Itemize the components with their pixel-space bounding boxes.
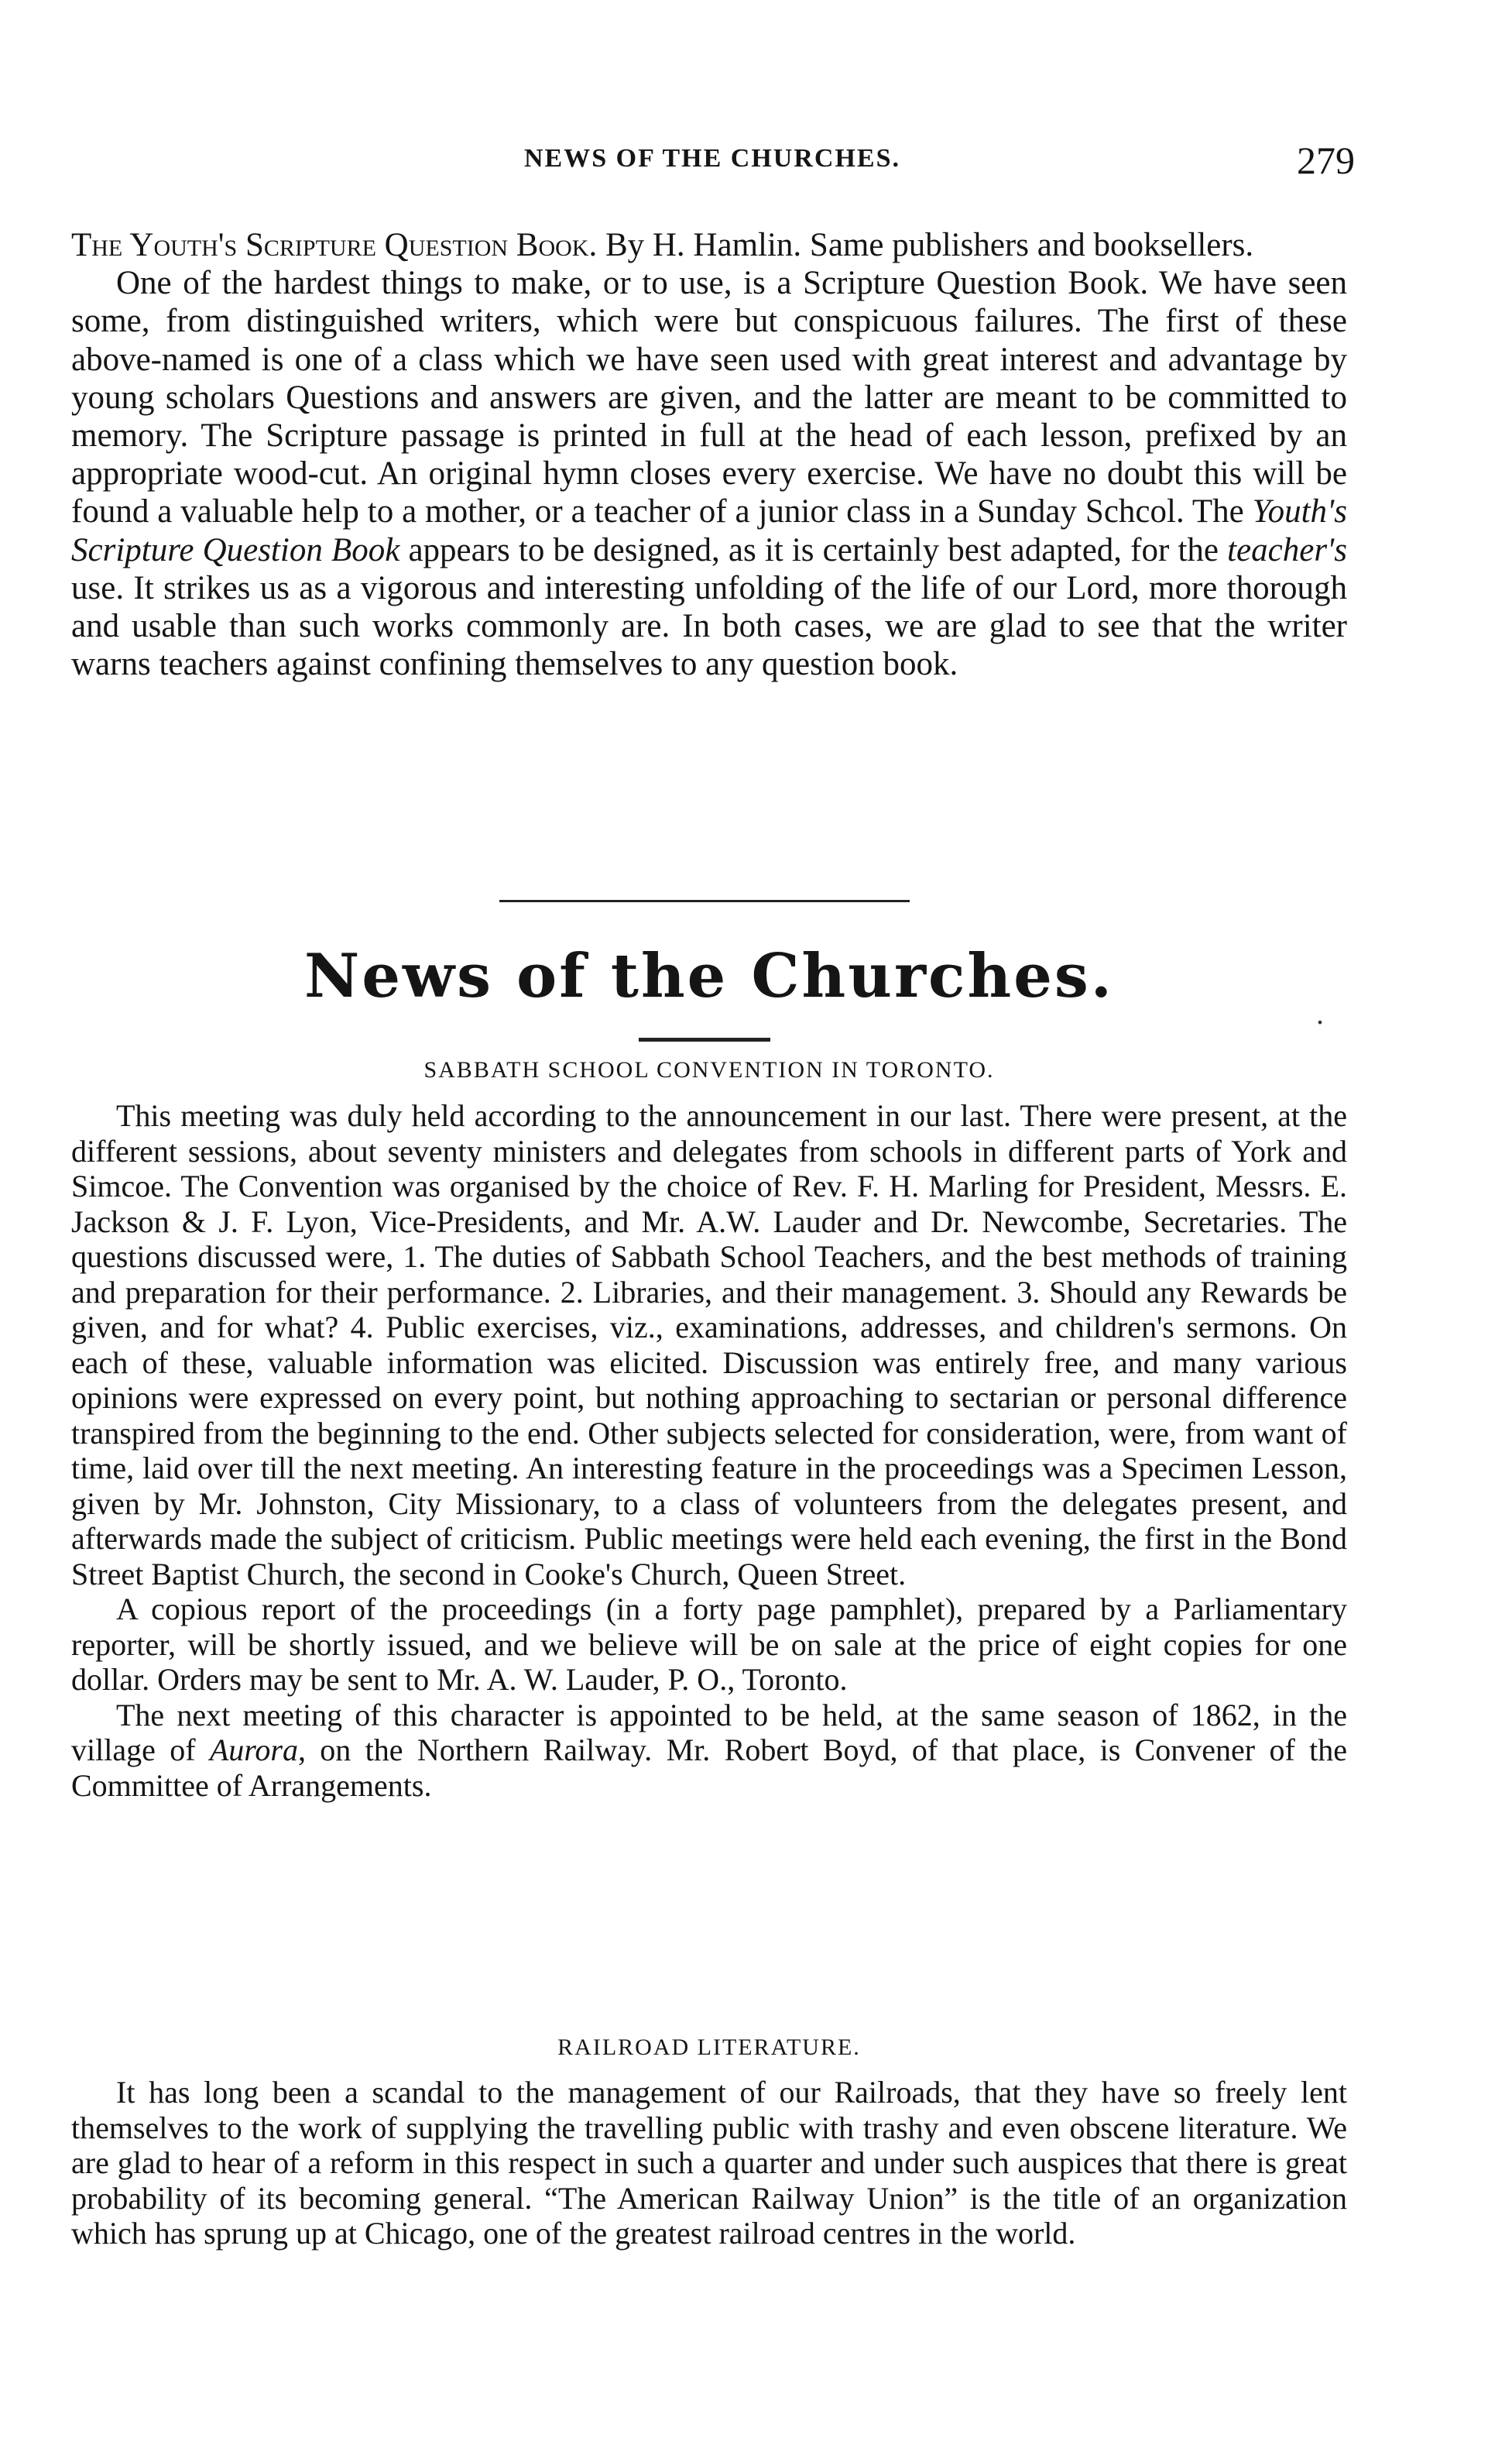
review-body-part-2: appears to be designed, as it is certainly best adapted, for the — [399, 531, 1228, 568]
page-number: 279 — [1297, 139, 1355, 182]
aurora-italic: Aurora — [209, 1732, 298, 1767]
section-divider — [499, 900, 910, 902]
review-body — [71, 264, 1347, 683]
stray-dot: . — [1316, 996, 1324, 1031]
review-teacher-italic: teacher's — [1227, 531, 1347, 568]
convention-paragraph-1: This meeting was duly held according to the announcement in our last. There were present, at the different sessions, about seventy ministers and delegates from schools in different parts of York and Simcoe. The Convention was organised by the choice of Rev. F. H. Marling for President, Messrs. E. Jackson & J. F. Lyon, Vice-Presidents, and Mr. A.W. Lauder and Dr. Newcombe, Secretaries. The questions discussed were, 1. The duties of Sabbath School Teachers, and the best methods of training and preparation for their performance. 2. Libraries, and their management. 3. Should any Rewards be given, and for what? 4. Public exercises, viz., examinations, addresses, and children's sermons. On each of these, valuable information was elicited. Discussion was entirely free, and many various opinions were expressed on every point, but nothing approaching to sectarian or personal difference transpired from the beginning to the end. Other subjects selected for consideration, were, from want of time, laid over till the next meeting. An interesting feature in the proceedings was a Specimen Lesson, given by Mr. Johnston, City Missionary, to a class of volunteers from the delegates present, and afterwards made the subject of criticism. Public meetings were held each evening, the first in the Bond Street Baptist Church, the second in Cooke's Church, Queen Street. — [71, 1098, 1347, 1591]
heading-underline — [639, 1038, 770, 1042]
railroad-article — [71, 2075, 1347, 2251]
review-byline: By H. Hamlin. Same publishers and booksellers. — [597, 227, 1254, 263]
running-title: NEWS OF THE CHURCHES. — [524, 144, 900, 173]
review-body-part-3: use. It strikes us as a vigorous and interesting unfolding of the life of our Lord, more thorough and usable than such works commonly are. In both cases, we are glad to see that the writer warns teachers against confining themselves to any question book. — [71, 569, 1347, 683]
review-body-part-1: One of the hardest things to make, or to use, is a Scripture Question Book. We have seen some, from distinguished writers, which were but conspicuous failures. The first of these above-named is one of a class which we have seen used with great interest and advantage by young scholars Questions and answers are given, and the latter are meant to be committed to memory. The Scripture passage is printed in full at the head of each lesson, prefixed by an appropriate wood-cut. An original hymn closes every exercise. We have no doubt this will be found a valuable help to a mother, or a teacher of a junior class in a Sunday Schcol. The — [71, 265, 1347, 530]
convention-paragraph-2: A copious report of the proceedings (in a forty page pamphlet), prepared by a Parliamentary reporter, will be shortly issued, and we believe will be on sale at the price of eight copies for one dollar. Orders may be sent to Mr. A. W. Lauder, P. O., Toronto. — [71, 1591, 1347, 1697]
section-heading: News of the Churches. — [304, 941, 1114, 1011]
railroad-paragraph-1: It has long been a scandal to the management of our Railroads, that they have so freely lent themselves to the work of supplying the travelling public with trashy and even obscene literature. We are glad to hear of a reform in this respect in such a quarter and under such auspices that there is great probability of its becoming general. “The American Railway Union” is the title of an organization which has sprung up at Chicago, one of the greatest railroad centres in the world. — [71, 2075, 1347, 2251]
convention-paragraph-3 — [71, 1698, 1347, 1804]
review-title-line — [71, 226, 1347, 264]
review-book-italic: Youth's Scripture Question Book — [71, 493, 1347, 568]
book-review — [71, 226, 1347, 683]
convention-article — [71, 1098, 1347, 1803]
review-book-title: The Youth's Scripture Question Book. — [71, 227, 598, 263]
railroad-subheading: RAILROAD LITERATURE. — [557, 2034, 861, 2060]
running-head — [70, 138, 1355, 184]
convention-paragraph-3-a: The next meeting of this character is appointed to be held, at the same season of 1862, in the village of — [71, 1697, 1347, 1767]
convention-paragraph-3-b: , on the Northern Railway. Mr. Robert Boyd, of that place, is Convener of the Committee of Arrangements. — [71, 1732, 1347, 1803]
convention-subheading: SABBATH SCHOOL CONVENTION IN TORONTO. — [423, 1057, 995, 1083]
